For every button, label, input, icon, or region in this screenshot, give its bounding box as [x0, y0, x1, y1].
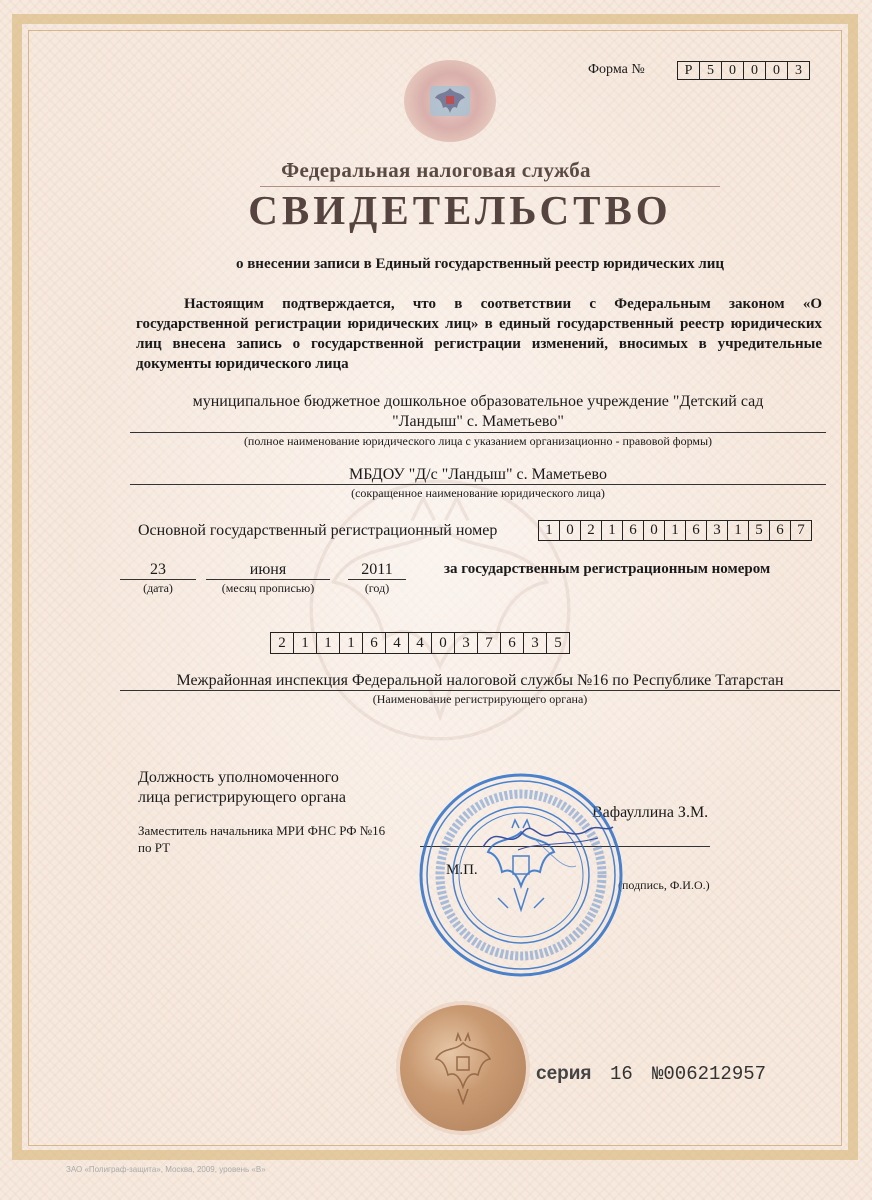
ogrn-digit: 6 — [770, 520, 791, 541]
grn-digit: 2 — [270, 632, 294, 654]
ogrn-digit: 7 — [791, 520, 812, 541]
printer-imprint: ЗАО «Полиграф-защита», Москва, 2009, уровень «В» — [66, 1165, 266, 1174]
full-name — [130, 392, 826, 432]
grn-digit: 3 — [524, 632, 547, 654]
form-code-cell: 5 — [700, 61, 722, 80]
ogrn-digit: 1 — [665, 520, 686, 541]
grn-digit: 1 — [294, 632, 317, 654]
short-name: МБДОУ "Д/с "Ландыш" с. Маметьево — [349, 466, 607, 483]
grn-digit: 1 — [317, 632, 340, 654]
full-name-line-2: "Ландыш" с. Маметьево" — [392, 413, 564, 430]
grn-digit: 4 — [409, 632, 432, 654]
date-day-caption: (дата) — [143, 581, 173, 595]
date-day: 23 — [150, 561, 166, 578]
signature-caption: (подпись, Ф.И.О.) — [618, 878, 710, 892]
confirmation-paragraph — [136, 294, 822, 374]
official-position-line-1: Заместитель начальника МРИ ФНС РФ №16 — [138, 823, 386, 838]
form-code-cell: Р — [677, 61, 700, 80]
series-number: 16 — [610, 1063, 633, 1085]
grn-digit: 6 — [501, 632, 524, 654]
official-position — [138, 822, 385, 856]
grn-digit: 4 — [386, 632, 409, 654]
confirmation-text: Настоящим подтверждается, что в соответствии с Федеральным законом «О государственной регистрации юридических лиц» в единый государственный реестр юридических лиц внесена запись о государственной регистрации изменений, вносимых в учредительные документы юридического лица — [136, 296, 822, 372]
position-title — [138, 768, 346, 808]
grn-digit: 6 — [363, 632, 386, 654]
short-name-caption: (сокращенное наименование юридического лица) — [351, 486, 605, 500]
ogrn-digit: 1 — [728, 520, 749, 541]
position-title-line-1: Должность уполномоченного — [138, 769, 339, 786]
position-title-line-2: лица регистрирующего органа — [138, 789, 346, 806]
double-headed-eagle-icon — [420, 1025, 506, 1111]
official-position-line-2: по РТ — [138, 840, 171, 855]
ogrn-digit: 2 — [581, 520, 602, 541]
short-name-underline — [130, 484, 826, 485]
registering-authority: Межрайонная инспекция Федеральной налоговой службы №16 по Республике Татарстан — [176, 672, 784, 689]
grn-digit: 3 — [455, 632, 478, 654]
full-name-line-1: муниципальное бюджетное дошкольное образовательное учреждение "Детский сад — [192, 393, 764, 410]
grn-digit: 0 — [432, 632, 455, 654]
grn-boxes — [270, 632, 570, 654]
authority-caption: (Наименование регистрирующего органа) — [372, 692, 588, 706]
series-label: серия — [536, 1063, 592, 1084]
signer-name: Вафауллина З.М. — [592, 804, 709, 821]
form-code-cell: 0 — [744, 61, 766, 80]
authority-underline — [120, 690, 840, 691]
hologram-eagle-icon — [426, 78, 474, 124]
ogrn-digit: 3 — [707, 520, 728, 541]
full-name-caption: (полное наименование юридического лица с указанием организационно - правовой формы) — [243, 434, 713, 448]
ogrn-digit: 1 — [602, 520, 623, 541]
date-month-underline — [206, 579, 330, 580]
grn-digit: 7 — [478, 632, 501, 654]
date-month: июня — [249, 561, 287, 578]
ogrn-digit: 5 — [749, 520, 770, 541]
reg-number-label: за государственным регистрационным номером — [444, 561, 771, 577]
agency-name: Федеральная налоговая служба — [281, 158, 591, 182]
form-code-cell: 0 — [766, 61, 788, 80]
grn-digit: 1 — [340, 632, 363, 654]
form-code-boxes — [677, 61, 810, 80]
date-year-caption: (год) — [364, 581, 390, 595]
document-subtitle: о внесении записи в Единый государственный реестр юридических лиц — [235, 256, 725, 272]
grn-digit: 5 — [547, 632, 570, 654]
full-name-underline — [130, 432, 826, 433]
document-title: СВИДЕТЕЛЬСТВО — [248, 187, 672, 233]
background-eagle-icon — [300, 470, 580, 750]
date-year-underline — [348, 579, 406, 580]
ogrn-digit: 6 — [623, 520, 644, 541]
ogrn-digit: 1 — [538, 520, 560, 541]
official-stamp-icon — [416, 770, 626, 980]
form-number-label: Форма № — [588, 62, 645, 77]
ogrn-label: Основной государственный регистрационный номер — [138, 522, 498, 539]
form-code-cell: 3 — [788, 61, 810, 80]
handwritten-signature-icon — [478, 812, 618, 862]
stamp-place-label: М.П. — [446, 862, 478, 878]
ogrn-boxes — [538, 520, 812, 541]
date-year: 2011 — [361, 561, 393, 578]
serial-number: №006212957 — [652, 1063, 767, 1085]
ogrn-digit: 0 — [644, 520, 665, 541]
date-day-underline — [120, 579, 196, 580]
date-month-caption: (месяц прописью) — [221, 581, 315, 595]
ogrn-digit: 6 — [686, 520, 707, 541]
ogrn-digit: 0 — [560, 520, 581, 541]
form-code-cell: 0 — [722, 61, 744, 80]
